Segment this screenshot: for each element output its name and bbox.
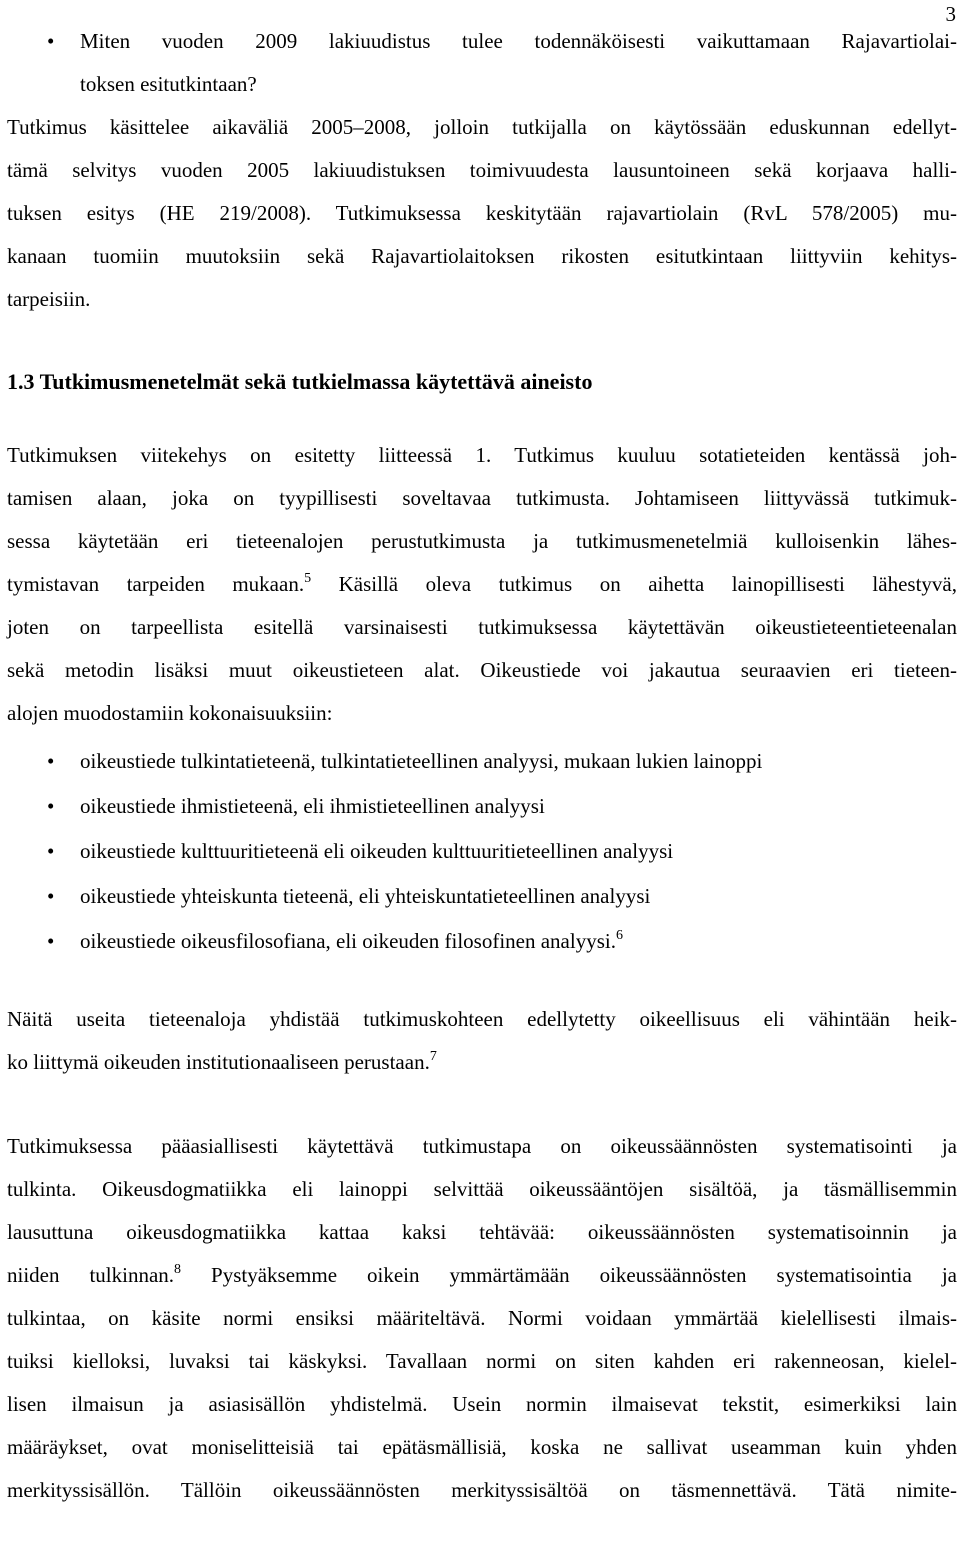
bullet-icon: • [47,884,55,908]
text-line: kanaan tuomiin muutoksiin sekä Rajavartiolaitoksen rikosten esitutkintaan liittyviin kehitys- [7,244,957,268]
text-line: tamisen alaan, joka on tyypillisesti soveltavaa tutkimusta. Johtamiseen liittyvässä tutkimuk- [7,486,957,510]
list-item-text: oikeustiede ihmistieteenä, eli ihmistieteellinen analyysi [80,794,545,818]
list-item [7,739,957,784]
bullet-icon: • [47,794,55,818]
footnote-ref: 7 [429,1049,437,1064]
bullet-icon: • [47,929,55,953]
document-body [7,20,957,1512]
text-line: joten on tarpeellista esitellä varsinaisesti tutkimuksessa käytettävän oikeustieteentieteenalan [7,615,957,639]
list-item-text: Miten vuoden 2009 lakiuudistus tulee todennäköisesti vaikuttamaan Rajavartiolai- [80,29,957,53]
text-line [7,1041,957,1084]
list-item-text: oikeustiede kulttuuritieteenä eli oikeuden kulttuuritieteellinen analyysi [80,839,674,863]
list-item-text: oikeustiede oikeusfilosofiana, eli oikeuden filosofinen analyysi. [80,929,616,953]
text-line: tuiksi kielloksi, luvaksi tai käskyksi. Tavallaan normi on siten kahden eri rakenneosan, kielel- [7,1349,957,1373]
list-item [7,919,957,964]
text-line: alojen muodostamiin kokonaisuuksiin: [7,701,333,725]
bullet-icon: • [47,839,55,863]
text-line: Tutkimus käsittelee aikaväliä 2005–2008, jolloin tutkijalla on käytössään eduskunnan edellyt- [7,115,957,139]
list-item-text: toksen esitutkintaan? [80,72,257,96]
list-item [7,829,957,874]
text-span: Käsillä oleva tutkimus on aihetta lainopillisesti lähestyvä, [311,572,957,596]
text-line: tuksen esitys (HE 219/2008). Tutkimuksessa keskitytään rajavartiolain (RvL 578/2005) mu- [7,201,957,225]
list-item-text: oikeustiede tulkintatieteenä, tulkintatieteellinen analyysi, mukaan lukien lainoppi [80,749,763,773]
text-line: merkityssisällön. Tällöin oikeussäännösten merkityssisältöä on täsmennettävä. Tätä nimite- [7,1478,957,1502]
text-line: lausuttuna oikeusdogmatiikka kattaa kaksi tehtävää: oikeussäännösten systematisoinnin ja [7,1220,957,1244]
text-line: Tutkimuksessa pääasiallisesti käytettävä tutkimustapa on oikeussäännösten systematisointi ja [7,1134,957,1158]
text-span: Pystyäksemme oikein ymmärtämään oikeussäännösten systematisointia ja [181,1263,957,1287]
paragraph [7,1125,957,1512]
text-line: määräykset, ovat moniselitteisiä tai epätäsmällisiä, koska ne sallivat useamman kuin yhden [7,1435,957,1459]
bullet-icon: • [47,29,55,53]
bullet-list [7,739,957,964]
text-line [7,1254,957,1297]
footnote-ref: 8 [174,1262,182,1277]
text-span: ko liittymä oikeuden institutionaaliseen perustaan. [7,1050,430,1074]
list-item-text: oikeustiede yhteiskunta tieteenä, eli yhteiskuntatieteellinen analyysi [80,884,651,908]
text-span: tymistavan tarpeiden mukaan. [7,572,305,596]
text-line: lisen ilmaisun ja asiasisällön yhdistelmä. Usein normin ilmaisevat tekstit, esimerkiksi lain [7,1392,957,1416]
text-line: tarpeisiin. [7,287,91,311]
bullet-icon: • [47,749,55,773]
list-item [7,784,957,829]
footnote-ref: 6 [615,928,623,943]
text-line: Tutkimuksen viitekehys on esitetty liitteessä 1. Tutkimus kuuluu sotatieteiden kentässä joh- [7,443,957,467]
footnote-ref: 5 [304,571,312,586]
text-line: tulkinta. Oikeusdogmatiikka eli lainoppi selvittää oikeussääntöjen sisältöä, ja täsmällisemmin [7,1177,957,1201]
section-heading: 1.3 Tutkimusmenetelmät sekä tutkielmassa käytettävä aineisto [7,369,593,394]
list-item-continuation [7,63,957,106]
page-number: 3 [945,2,956,26]
paragraph [7,106,957,321]
text-line [7,563,957,606]
list-item [7,874,957,919]
list-item [7,20,957,63]
text-line: sessa käytetään eri tieteenalojen perustutkimusta ja tutkimusmenetelmiä kulloisenkin lähes- [7,529,957,553]
paragraph [7,434,957,735]
text-line: sekä metodin lisäksi muut oikeustieteen alat. Oikeustiede voi jakautua seuraavien eri tieteen- [7,658,957,682]
text-line: tulkintaa, on käsite normi ensiksi määriteltävä. Normi voidaan ymmärtää kielellisesti ilmais- [7,1306,957,1330]
text-line: tämä selvitys vuoden 2005 lakiuudistuksen toimivuudesta lausuntoineen sekä korjaava halli- [7,158,957,182]
paragraph [7,998,957,1084]
text-line: Näitä useita tieteenaloja yhdistää tutkimuskohteen edellytetty oikeellisuus eli vähintään heik- [7,1007,957,1031]
text-span: niiden tulkinnan. [7,1263,175,1287]
